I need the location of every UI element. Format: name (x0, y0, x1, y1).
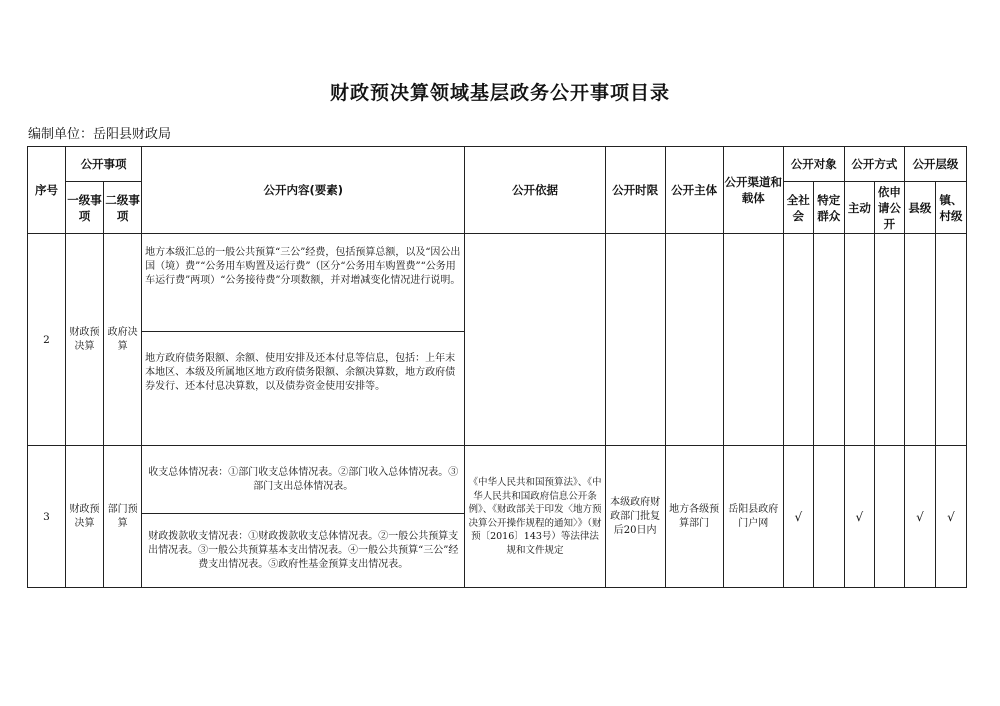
table-row (28, 446, 967, 514)
row-content-2: 财政拨款收支情况表：①财政拨款收支总体情况表。②一般公共预算支出情况表。③一般公共预算基本支出情况表。④一般公共预算“三公”经费支出情况表。⑤政府性基金预算支出情况表。 (142, 514, 465, 588)
header-method-apply: 依申请公开 (874, 182, 904, 234)
row-method-apply (874, 234, 904, 446)
row-channel (723, 234, 783, 446)
disclosure-table (27, 146, 967, 588)
row-time: 本级政府财政部门批复后20日内 (605, 446, 665, 588)
row-content-2: 地方政府债务限额、余额、使用安排及还本付息等信息，包括：上年末本地区、本级及所属地区地方政府债务限额、余额决算数，地方政府债券发行、还本付息决算数，以及债券资金使用安排等。 (142, 332, 465, 446)
table-row (28, 234, 967, 332)
check-target-all: √ (783, 446, 813, 588)
row-level-county (904, 234, 935, 446)
row-basis (465, 234, 605, 446)
header-level2: 二级事项 (104, 182, 142, 234)
row-level-town (935, 234, 966, 446)
row-basis: 《中华人民共和国预算法》、《中华人民共和国政府信息公开条例》、《财政部关于印发〈地方预决算公开操作规程的通知〉》（财预〔2016〕143号）等法律法规和文件规定 (465, 446, 605, 588)
compiling-unit: 编制单位：岳阳县财政局 (28, 127, 172, 142)
row-seq: 3 (28, 446, 66, 588)
header-level-county: 县级 (904, 182, 935, 234)
row-seq: 2 (28, 234, 66, 446)
header-level: 公开层级 (904, 147, 966, 182)
page-title: 财政预决算领域基层政务公开事项目录 (329, 82, 670, 104)
header-method-active: 主动 (844, 182, 874, 234)
row-level2: 部门预算 (104, 446, 142, 588)
header-time: 公开时限 (605, 147, 665, 234)
header-subject: 公开主体 (665, 147, 723, 234)
header-basis: 公开依据 (465, 147, 605, 234)
header-level-town: 镇、村级 (935, 182, 966, 234)
row-target-all (783, 234, 813, 446)
row-level1: 财政预决算 (66, 234, 104, 446)
header-items: 公开事项 (66, 147, 142, 182)
row-level2: 政府决算 (104, 234, 142, 446)
header-target-specific: 特定群众 (813, 182, 844, 234)
row-level1: 财政预决算 (66, 446, 104, 588)
row-method-apply (874, 446, 904, 588)
header-content: 公开内容(要素) (142, 147, 465, 234)
header-target: 公开对象 (783, 147, 844, 182)
check-method-active: √ (844, 446, 874, 588)
row-subject: 地方各级预算部门 (665, 446, 723, 588)
header-target-all: 全社会 (783, 182, 813, 234)
row-target-specific (813, 234, 844, 446)
row-content-1: 地方本级汇总的一般公共预算“三公”经费，包括预算总额，以及“因公出国（境）费”“公务用车购置及运行费”（区分“公务用车购置费”“公务用车运行费”两项）“公务接待费”分项数额，并对增减变化情况进行说明。 (142, 234, 465, 332)
row-time (605, 234, 665, 446)
row-content-1: 收支总体情况表：①部门收支总体情况表。②部门收入总体情况表。③部门支出总体情况表。 (142, 446, 465, 514)
row-subject (665, 234, 723, 446)
row-method-active (844, 234, 874, 446)
header-channel: 公开渠道和载体 (723, 147, 783, 234)
check-level-county: √ (904, 446, 935, 588)
header-level1: 一级事项 (66, 182, 104, 234)
row-target-specific (813, 446, 844, 588)
row-channel: 岳阳县政府门户网 (723, 446, 783, 588)
check-level-town: √ (935, 446, 966, 588)
header-method: 公开方式 (844, 147, 904, 182)
header-seq: 序号 (28, 147, 66, 234)
